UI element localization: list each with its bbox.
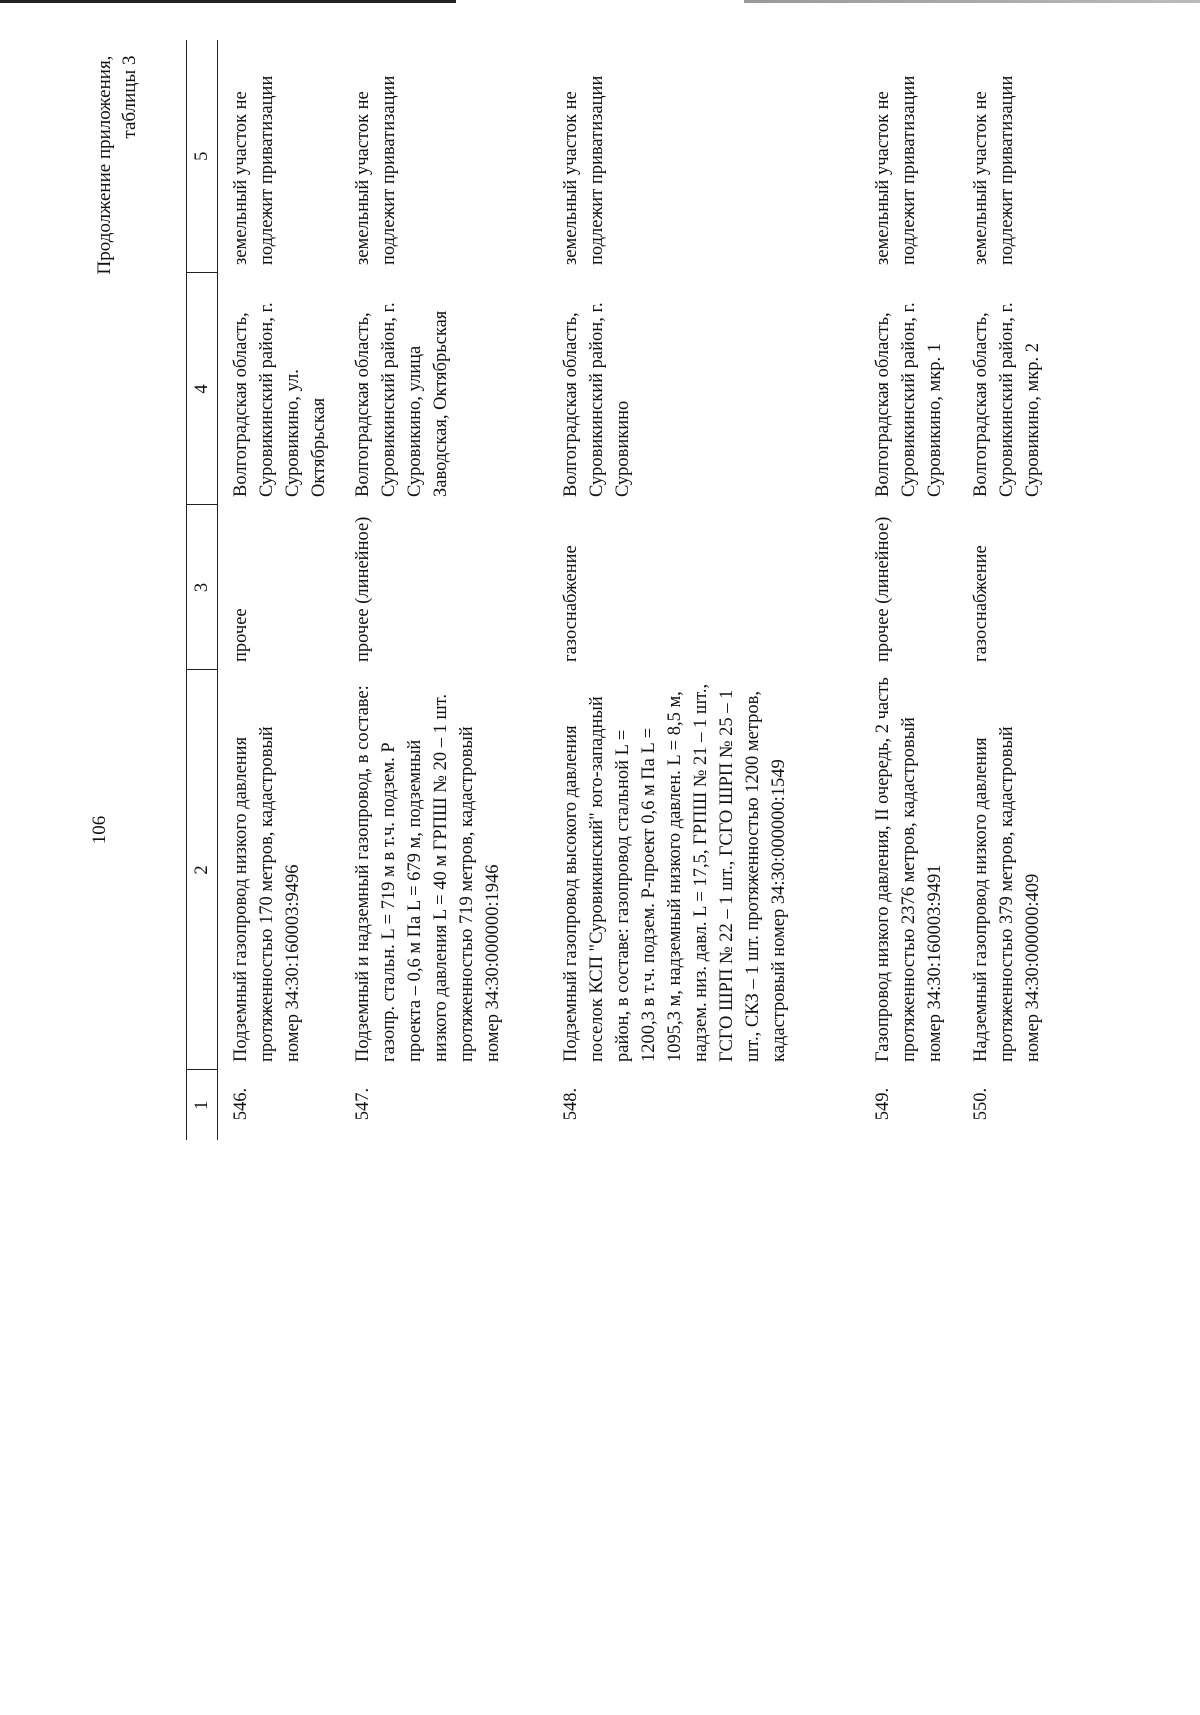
object-address: Волгоградская область, Суровикинский район, г. Суровикино: [561, 302, 633, 497]
table-continuation-caption: [92, 56, 142, 275]
page-number: 106: [89, 815, 110, 845]
privatization-note: земельный участок не подлежит приватизации: [231, 75, 277, 265]
object-description: Подземный и надземный газопровод, в составе: газопр. стальн. L = 719 м в т.ч. подзем. Р проекта – 0,6 м Па L = 679 м, подземный низкого давления L = 40 м ГРПШ № 20 – 1 шт. протяженностью 719 метров, кадастровый номер 34:30:000000:1946: [353, 685, 503, 1062]
row-number: 547.: [353, 1087, 373, 1121]
caption-line-1: Продолжение приложения,: [94, 55, 115, 275]
table-row: [340, 40, 548, 1140]
table-row: [218, 40, 341, 1140]
object-kind: газоснабжение: [561, 545, 581, 662]
column-header-1: 1: [187, 1070, 218, 1140]
row-number: 548.: [561, 1087, 581, 1121]
privatization-note: земельный участок не подлежит приватизации: [873, 75, 919, 265]
table-row: [548, 40, 860, 1140]
object-description: Подземный газопровод низкого давления протяженностью 170 метров, кадастровый номер 34:30:160003:9496: [231, 726, 303, 1062]
object-description: Надземный газопровод низкого давления протяженностью 379 метров, кадастровый номер 34:30:000000:409: [971, 726, 1043, 1062]
header-row: [187, 40, 218, 1140]
object-description: Подземный газопровод высокого давления поселок КСП "Суровикинский" юго-западный район, в составе: газопровод стальной L = 1200,3 в т.ч. подзем. Р-проект 0,6 м Па L = 1095,3 м, надземный низкого давлен. L = 8,5 м, надзем. низ. давл. L = 17,5, ГРПШ № 21 – 1 шт., ГСГО ШРП № 22 – 1 шт., ГСГО ШРП № 25 – 1 шт., СКЗ – 1 шт. протяженностью 1200 метров, кадастровый номер 34:30:000000:1549: [561, 683, 789, 1062]
property-register-table: [186, 40, 1056, 1140]
table-row: [958, 40, 1056, 1140]
object-kind: газоснабжение: [971, 545, 991, 662]
column-header-3: 3: [187, 505, 218, 670]
row-number: 549.: [873, 1087, 893, 1121]
object-address: Волгоградская область, Суровикинский район, г. Суровикино, ул. Октябрьская: [231, 302, 329, 497]
privatization-note: земельный участок не подлежит приватизации: [353, 75, 399, 265]
privatization-note: земельный участок не подлежит приватизации: [561, 75, 607, 265]
object-address: Волгоградская область, Суровикинский район, г. Суровикино, мкр. 2: [971, 302, 1043, 497]
object-address: Волгоградская область, Суровикинский район, г. Суровикино, мкр. 1: [873, 302, 945, 497]
object-description: Газопровод низкого давления, II очередь, 2 часть протяженностью 2376 метров, кадастровый номер 34:30:160003:9491: [873, 677, 945, 1062]
object-address: Волгоградская область, Суровикинский район, г. Суровикино, улица Заводская, Октябрьская: [353, 302, 451, 497]
table-row: [860, 40, 958, 1140]
object-kind: прочее (линейное): [353, 516, 373, 662]
row-number: 546.: [231, 1087, 251, 1121]
privatization-note: земельный участок не подлежит приватизации: [971, 75, 1017, 265]
column-header-2: 2: [187, 670, 218, 1070]
column-header-4: 4: [187, 273, 218, 505]
object-kind: прочее: [231, 608, 251, 662]
row-number: 550.: [971, 1087, 991, 1121]
caption-line-2: таблицы 3: [119, 55, 140, 139]
object-kind: прочее (линейное): [873, 516, 893, 662]
column-header-5: 5: [187, 40, 218, 273]
register-table-container: [186, 40, 1076, 1140]
scan-top-edge: [0, 0, 1200, 3]
